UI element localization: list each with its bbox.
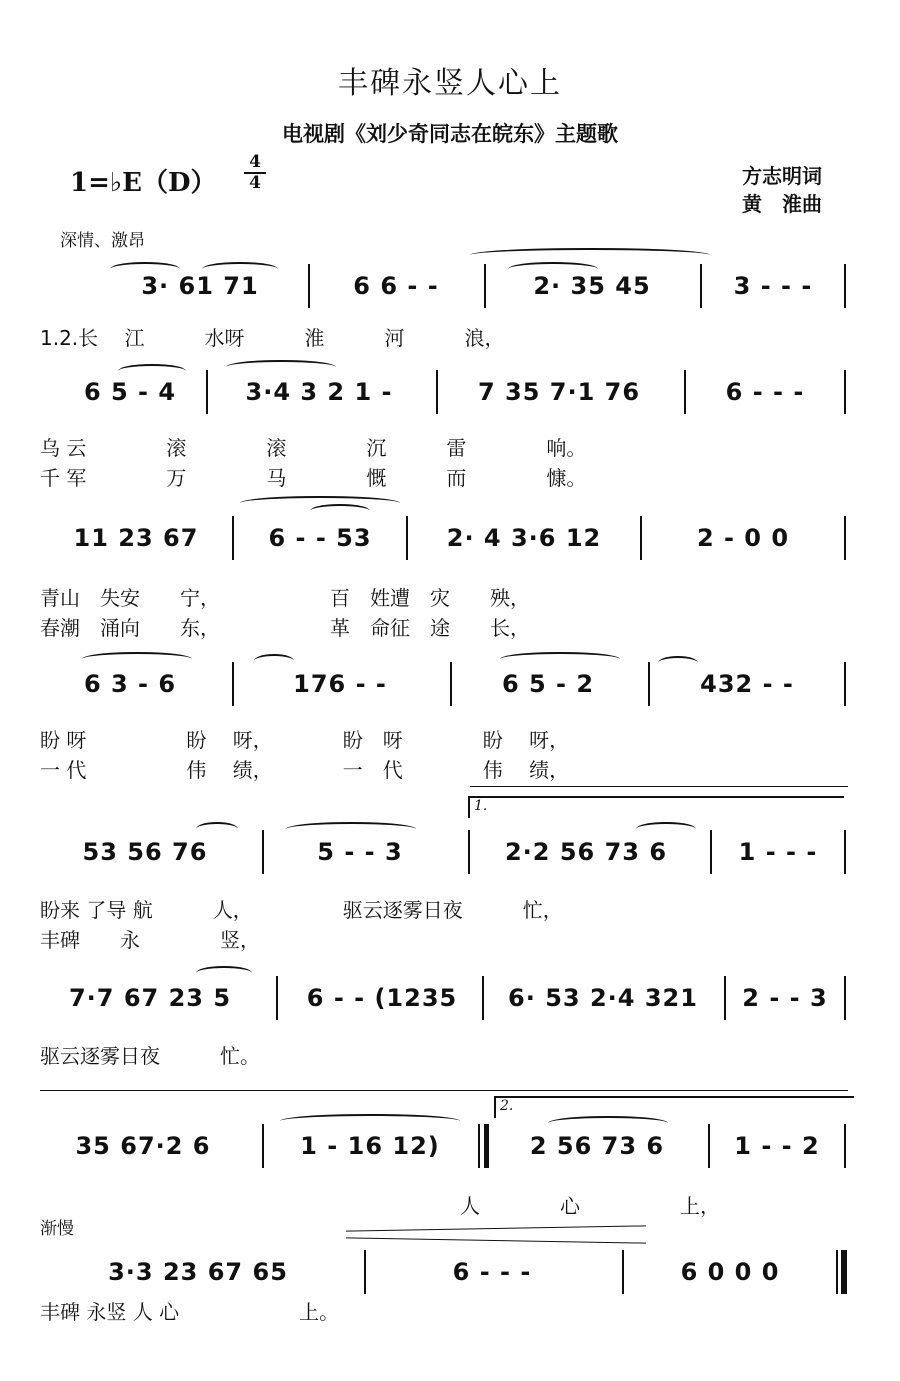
- notation-row: [40, 520, 848, 556]
- barline: [844, 976, 846, 1020]
- slur: [226, 360, 336, 374]
- lyric-line: 盼来 了导 航 人， 驱云逐雾日夜 忙，: [40, 898, 563, 922]
- barline: [844, 662, 846, 706]
- tempo-marking: 渐慢: [40, 1219, 74, 1239]
- lyric-line: 盼 呀 盼 呀， 盼 呀 盼 呀，: [40, 728, 570, 752]
- barline: [844, 516, 846, 560]
- notation-row: [40, 268, 848, 304]
- notation-row: [40, 666, 848, 702]
- final-barline-thick: [841, 1250, 847, 1294]
- measure: 6 6 - -: [353, 272, 439, 300]
- notation-row: [40, 374, 848, 410]
- second-ending-bracket: 2.: [494, 1096, 854, 1118]
- slur: [82, 652, 192, 666]
- measure: 53 56 76: [82, 838, 208, 866]
- notation-row: [40, 834, 848, 870]
- repeat-barline: [484, 1124, 489, 1168]
- lyric-line: 1.2.长 江 水呀 淮 河 浪，: [40, 326, 505, 350]
- lyric-line: 一 代 伟 绩， 一 代 伟 绩，: [40, 758, 570, 782]
- composer-credit: 黄 淮曲: [742, 192, 822, 216]
- slur: [280, 1114, 460, 1128]
- measure: 6 0 0 0: [680, 1258, 780, 1286]
- song-subtitle: 电视剧《刘少奇同志在皖东》主题歌: [282, 122, 618, 146]
- repeat-barline: [478, 1124, 480, 1168]
- measure: 6· 53 2·4 321: [508, 984, 698, 1012]
- measure: 1 - - -: [738, 838, 818, 866]
- lyric-line: 春潮 涌向 东， 革 命征 途 长，: [40, 616, 530, 640]
- barline: [708, 1124, 710, 1168]
- measure: 6 5 - 2: [501, 670, 595, 698]
- measure: 432 - -: [700, 670, 794, 698]
- slur: [196, 966, 252, 980]
- measure: 2 - - 3: [742, 984, 828, 1012]
- time-signature-top: 4: [249, 152, 261, 172]
- ritardando-line: [346, 1225, 646, 1231]
- lyric-line: 驱云逐雾日夜 忙。: [40, 1044, 260, 1068]
- barline: [724, 976, 726, 1020]
- first-ending-bracket: 1.: [468, 796, 844, 818]
- barline: [262, 1124, 264, 1168]
- key-signature: 1=♭E（D）: [70, 168, 217, 198]
- barline: [710, 830, 712, 874]
- measure: 6 - - (1235: [306, 984, 458, 1012]
- barline: [844, 264, 846, 308]
- barline: [684, 370, 686, 414]
- measure: 7·7 67 23 5: [68, 984, 232, 1012]
- lyric-line: 丰碑 永竖 人 心 上。: [40, 1300, 340, 1324]
- measure: 1 - 16 12): [300, 1132, 440, 1160]
- notation-row: [40, 980, 848, 1016]
- measure: 2 - 0 0: [696, 524, 790, 552]
- barline: [844, 370, 846, 414]
- lyricist-credit: 方志明词: [742, 164, 822, 188]
- measure: 1 - - 2: [734, 1132, 820, 1160]
- measure: 3· 61 71: [141, 272, 259, 300]
- lyric-line: 青山 失安 宁， 百 姓遭 灾 殃，: [40, 586, 530, 610]
- measure: 11 23 67: [73, 524, 199, 552]
- measure: 3 - - -: [733, 272, 813, 300]
- barline: [622, 1250, 624, 1294]
- measure: 176 - -: [293, 670, 387, 698]
- divider-line: [40, 1090, 848, 1091]
- barline: [844, 1124, 846, 1168]
- measure: 2· 35 45: [533, 272, 651, 300]
- measure: 6 - - -: [452, 1258, 532, 1286]
- slur: [240, 496, 400, 510]
- barline: [308, 264, 310, 308]
- barline: [406, 516, 408, 560]
- measure: 2·2 56 73 6: [504, 838, 668, 866]
- lyric-line: 乌 云 滚 滚 沉 雷 响。: [40, 436, 587, 460]
- barline: [276, 976, 278, 1020]
- measure: 2· 4 3·6 12: [446, 524, 602, 552]
- barline: [700, 264, 702, 308]
- measure: 6 3 - 6: [83, 670, 177, 698]
- measure: 3·3 23 67 65: [108, 1258, 288, 1286]
- barline: [232, 662, 234, 706]
- barline: [262, 830, 264, 874]
- song-title: 丰碑永竖人心上: [338, 66, 562, 101]
- measure: 6 - - -: [725, 378, 805, 406]
- lyric-line: 人 心 上，: [40, 1194, 720, 1218]
- divider-line: [470, 786, 848, 787]
- lyric-line: 丰碑 永 竖，: [40, 928, 260, 952]
- barline: [468, 830, 470, 874]
- barline: [450, 662, 452, 706]
- final-barline-thin: [836, 1250, 838, 1294]
- measure: 35 67·2 6: [75, 1132, 211, 1160]
- notation-row: [40, 1128, 848, 1164]
- measure: 3·4 3 2 1 -: [245, 378, 393, 406]
- barline: [232, 516, 234, 560]
- barline: [484, 264, 486, 308]
- slur: [500, 652, 620, 666]
- barline: [364, 1250, 366, 1294]
- barline: [648, 662, 650, 706]
- measure: 2 56 73 6: [529, 1132, 665, 1160]
- slur: [470, 248, 710, 262]
- barline: [482, 976, 484, 1020]
- time-signature: [244, 154, 266, 192]
- measure: 6 - - 53: [268, 524, 372, 552]
- time-signature-bottom: 4: [249, 173, 261, 193]
- barline: [844, 830, 846, 874]
- measure: 7 35 7·1 76: [477, 378, 641, 406]
- measure: 6 5 - 4: [83, 378, 177, 406]
- barline: [640, 516, 642, 560]
- tempo-marking: 深情、激昂: [60, 231, 145, 251]
- barline: [436, 370, 438, 414]
- notation-row: [40, 1254, 848, 1290]
- barline: [206, 370, 208, 414]
- ritardando-line: [346, 1237, 646, 1243]
- lyric-line: 千 军 万 马 慨 而 慷。: [40, 466, 587, 490]
- measure: 5 - - 3: [317, 838, 403, 866]
